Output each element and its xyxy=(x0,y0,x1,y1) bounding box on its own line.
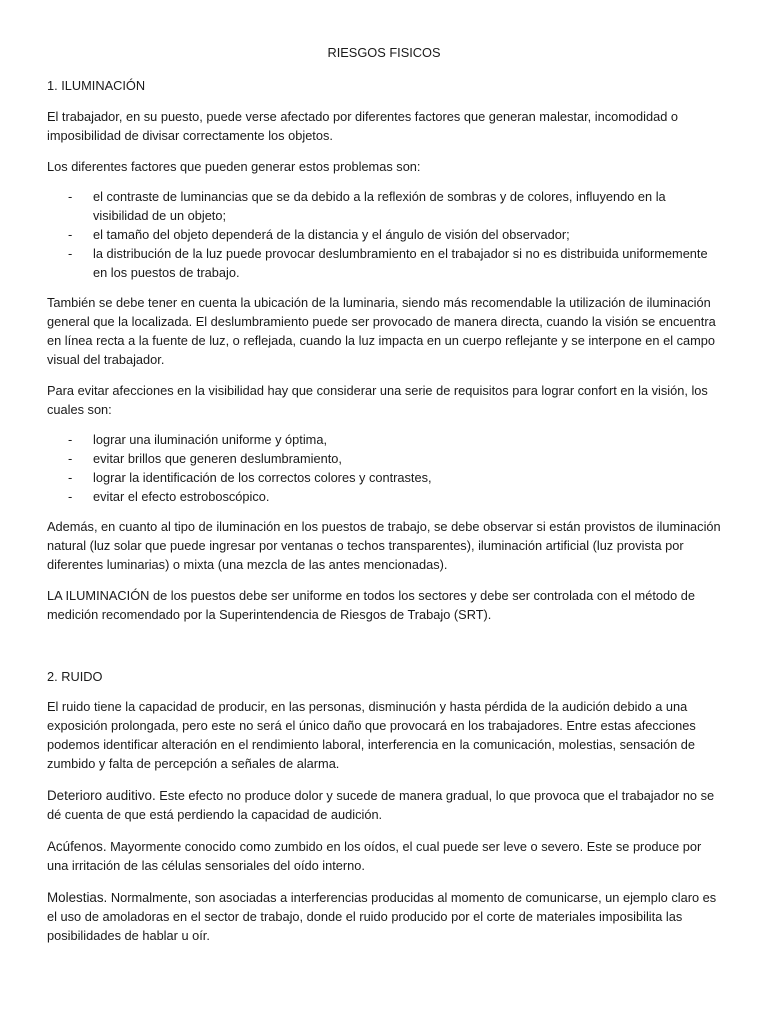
factors-list xyxy=(47,187,723,282)
list-item: - evitar el efecto estroboscópico. xyxy=(68,489,270,504)
section-1-paragraph-6: LA ILUMINACIÓN de los puestos debe ser uniforme en todos los sectores y debe ser controlada con el método de medición recomendado por la Superintendencia de Riesgos de Trabajo (SRT). xyxy=(47,588,696,622)
requirements-list xyxy=(47,430,723,506)
section-2-paragraph-2: Deterioro auditivo. Este efecto no produce dolor y sucede de manera gradual, lo que provoca que el trabajador no se dé cuenta de que está perdiendo la capacidad de audición. xyxy=(47,788,715,822)
section-1-paragraph-4: Para evitar afecciones en la visibilidad hay que considerar una serie de requisitos para lograr confort en la visión, los cuales son: xyxy=(47,383,708,417)
list-item: - el contraste de luminancias que se da debido a la reflexión de sombras y de colores, influyendo en la visibilidad de un objeto; xyxy=(68,189,666,223)
list-item: - lograr la identificación de los correctos colores y contrastes, xyxy=(68,470,432,485)
section-2-heading: 2. RUIDO xyxy=(47,669,103,684)
section-1-heading: 1. ILUMINACIÓN xyxy=(47,78,146,93)
section-1-paragraph-1: El trabajador, en su puesto, puede verse afectado por diferentes factores que generan malestar, incomodidad o imposibilidad de divisar correctamente los objetos. xyxy=(47,109,679,143)
term-molestias: Molestias. xyxy=(47,890,108,905)
term-acufenos: Acúfenos. xyxy=(47,839,107,854)
list-item: - lograr una iluminación uniforme y óptima, xyxy=(68,432,328,447)
list-item: - el tamaño del objeto dependerá de la distancia y el ángulo de visión del observador; xyxy=(68,227,570,242)
list-item: - evitar brillos que generen deslumbramiento, xyxy=(68,451,342,466)
section-1-paragraph-3: También se debe tener en cuenta la ubicación de la luminaria, siendo más recomendable la utilización de iluminación general que la localizada. El deslumbramiento puede ser provocado de manera directa, cuando la visión se encuentra en línea recta a la fuente de luz, o reflejada, cuando la luz impacta en un cuerpo reflejante y se interpone en el campo visual del trabajador. xyxy=(47,295,716,367)
document-title: RIESGOS FISICOS xyxy=(327,45,441,60)
term-deterioro-auditivo: Deterioro auditivo. xyxy=(47,788,156,803)
section-1-paragraph-5: Además, en cuanto al tipo de iluminación en los puestos de trabajo, se debe observar si están provistos de iluminación natural (luz solar que puede ingresar por ventanas o techos transparentes), iluminación artificial (luz provista por diferentes luminarias) o mixta (una mezcla de las antes mencionadas). xyxy=(47,519,721,572)
list-item: - la distribución de la luz puede provocar deslumbramiento en el trabajador si no es distribuida uniformemente en los puestos de trabajo. xyxy=(68,246,708,280)
section-2-paragraph-3: Acúfenos. Mayormente conocido como zumbido en los oídos, el cual puede ser leve o severo. Este se produce por una irritación de las células sensoriales del oído interno. xyxy=(47,839,702,873)
section-2-paragraph-1: El ruido tiene la capacidad de producir, en las personas, disminución y hasta pérdida de la audición debido a una exposición prolongada, pero este no será el único daño que provocará en los trabajadores. Entre estas afecciones podemos identificar alteración en el rendimiento laboral, interferencia en la comunicación, molestias, sensación de zumbido y falta de percepción a señales de alarma. xyxy=(47,699,696,771)
section-1-paragraph-2: Los diferentes factores que pueden generar estos problemas son: xyxy=(47,159,421,174)
section-2-paragraph-4: Molestias. Normalmente, son asociadas a interferencias producidas al momento de comunicarse, un ejemplo claro es el uso de amoladoras en el sector de trabajo, donde el ruido producido por el corte de materiales imposibilita las posibilidades de hablar u oír. xyxy=(47,890,717,943)
